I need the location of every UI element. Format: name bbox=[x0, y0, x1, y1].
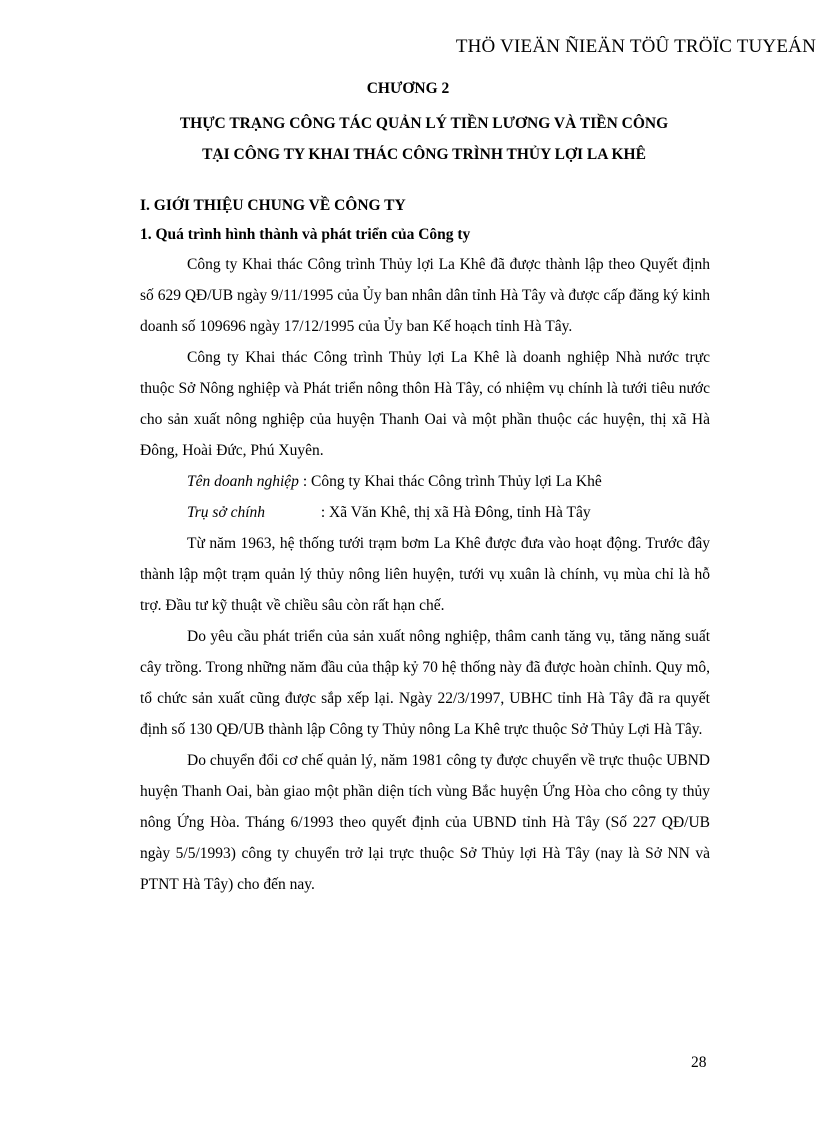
company-name-label: Tên doanh nghiệp bbox=[187, 473, 299, 490]
subsection-heading: 1. Quá trình hình thành và phát triển của Công ty bbox=[140, 226, 471, 243]
company-name-row bbox=[140, 466, 710, 497]
paragraph-founding: Công ty Khai thác Công trình Thủy lợi La Khê đã được thành lập theo Quyết định số 629 QĐ/UB ngày 9/11/1995 của Ủy ban nhân dân tỉnh Hà Tây và được cấp đăng ký kinh doanh số 109696 ngày 17/12/1995 của Ủy ban Kế hoạch tỉnh Hà Tây. bbox=[140, 256, 710, 335]
headquarters-label: Trụ sở chính bbox=[187, 504, 266, 521]
headquarters-row bbox=[140, 497, 710, 528]
page-number: 28 bbox=[691, 1054, 707, 1071]
paragraph-history-1963: Từ năm 1963, hệ thống tưới trạm bơm La Khê được đưa vào hoạt động. Trước đây thành lập một trạm quản lý thủy nông liên huyện, tưới vụ xuân là chính, vụ mùa chỉ là hỗ trợ. Đầu tư kỹ thuật về chiều sâu còn rất hạn chế. bbox=[140, 535, 710, 614]
section-heading: I. GIỚI THIỆU CHUNG VỀ CÔNG TY bbox=[140, 197, 406, 214]
chapter-title-line-1: THỰC TRẠNG CÔNG TÁC QUẢN LÝ TIỀN LƯƠNG VÀ TIỀN CÔNG bbox=[179, 115, 669, 132]
chapter-title-line-2: TẠI CÔNG TY KHAI THÁC CÔNG TRÌNH THỦY LỢI LA KHÊ bbox=[202, 146, 646, 163]
chapter-label: CHƯƠNG 2 bbox=[366, 80, 450, 97]
company-name-value: : Công ty Khai thác Công trình Thủy lợi La Khê bbox=[302, 473, 602, 490]
paragraph-development: Do yêu cầu phát triển của sản xuất nông nghiệp, thâm canh tăng vụ, tăng năng suất cây trồng. Trong những năm đầu của thập kỷ 70 hệ thống này đã được hoàn chỉnh. Quy mô, tổ chức sản xuất cũng được sắp xếp lại. Ngày 22/3/1997, UBHC tỉnh Hà Tây đã ra quyết định số 130 QĐ/UB thành lập Công ty Thủy nông La Khê trực thuộc Sở Thủy Lợi Hà Tây. bbox=[140, 628, 710, 738]
page-content bbox=[140, 192, 710, 900]
watermark-header: THÖ VIEÄN ÑIEÄN TÖÛ TRÖÏC TUYEÁN bbox=[455, 36, 816, 57]
headquarters-value: : Xã Văn Khê, thị xã Hà Đông, tỉnh Hà Tây bbox=[320, 504, 591, 521]
paragraph-restructuring: Do chuyển đổi cơ chế quản lý, năm 1981 công ty được chuyển về trực thuộc UBND huyện Thanh Oai, bàn giao một phần diện tích vùng Bắc huyện Ứng Hòa cho công ty thủy nông Ứng Hòa. Tháng 6/1993 theo quyết định của UBND tỉnh Hà Tây (Số 227 QĐ/UB ngày 5/5/1993) công ty chuyển trở lại trực thuộc Sở Thủy lợi Hà Tây (nay là Sở NN và PTNT Hà Tây) cho đến nay. bbox=[140, 752, 710, 893]
paragraph-mission: Công ty Khai thác Công trình Thủy lợi La Khê là doanh nghiệp Nhà nước trực thuộc Sở Nông nghiệp và Phát triển nông thôn Hà Tây, có nhiệm vụ chính là tưới tiêu nước cho sản xuất nông nghiệp của huyện Thanh Oai và một phần thuộc các huyện, thị xã Hà Đông, Hoài Đức, Phú Xuyên. bbox=[140, 349, 710, 459]
chapter-title bbox=[100, 108, 748, 170]
